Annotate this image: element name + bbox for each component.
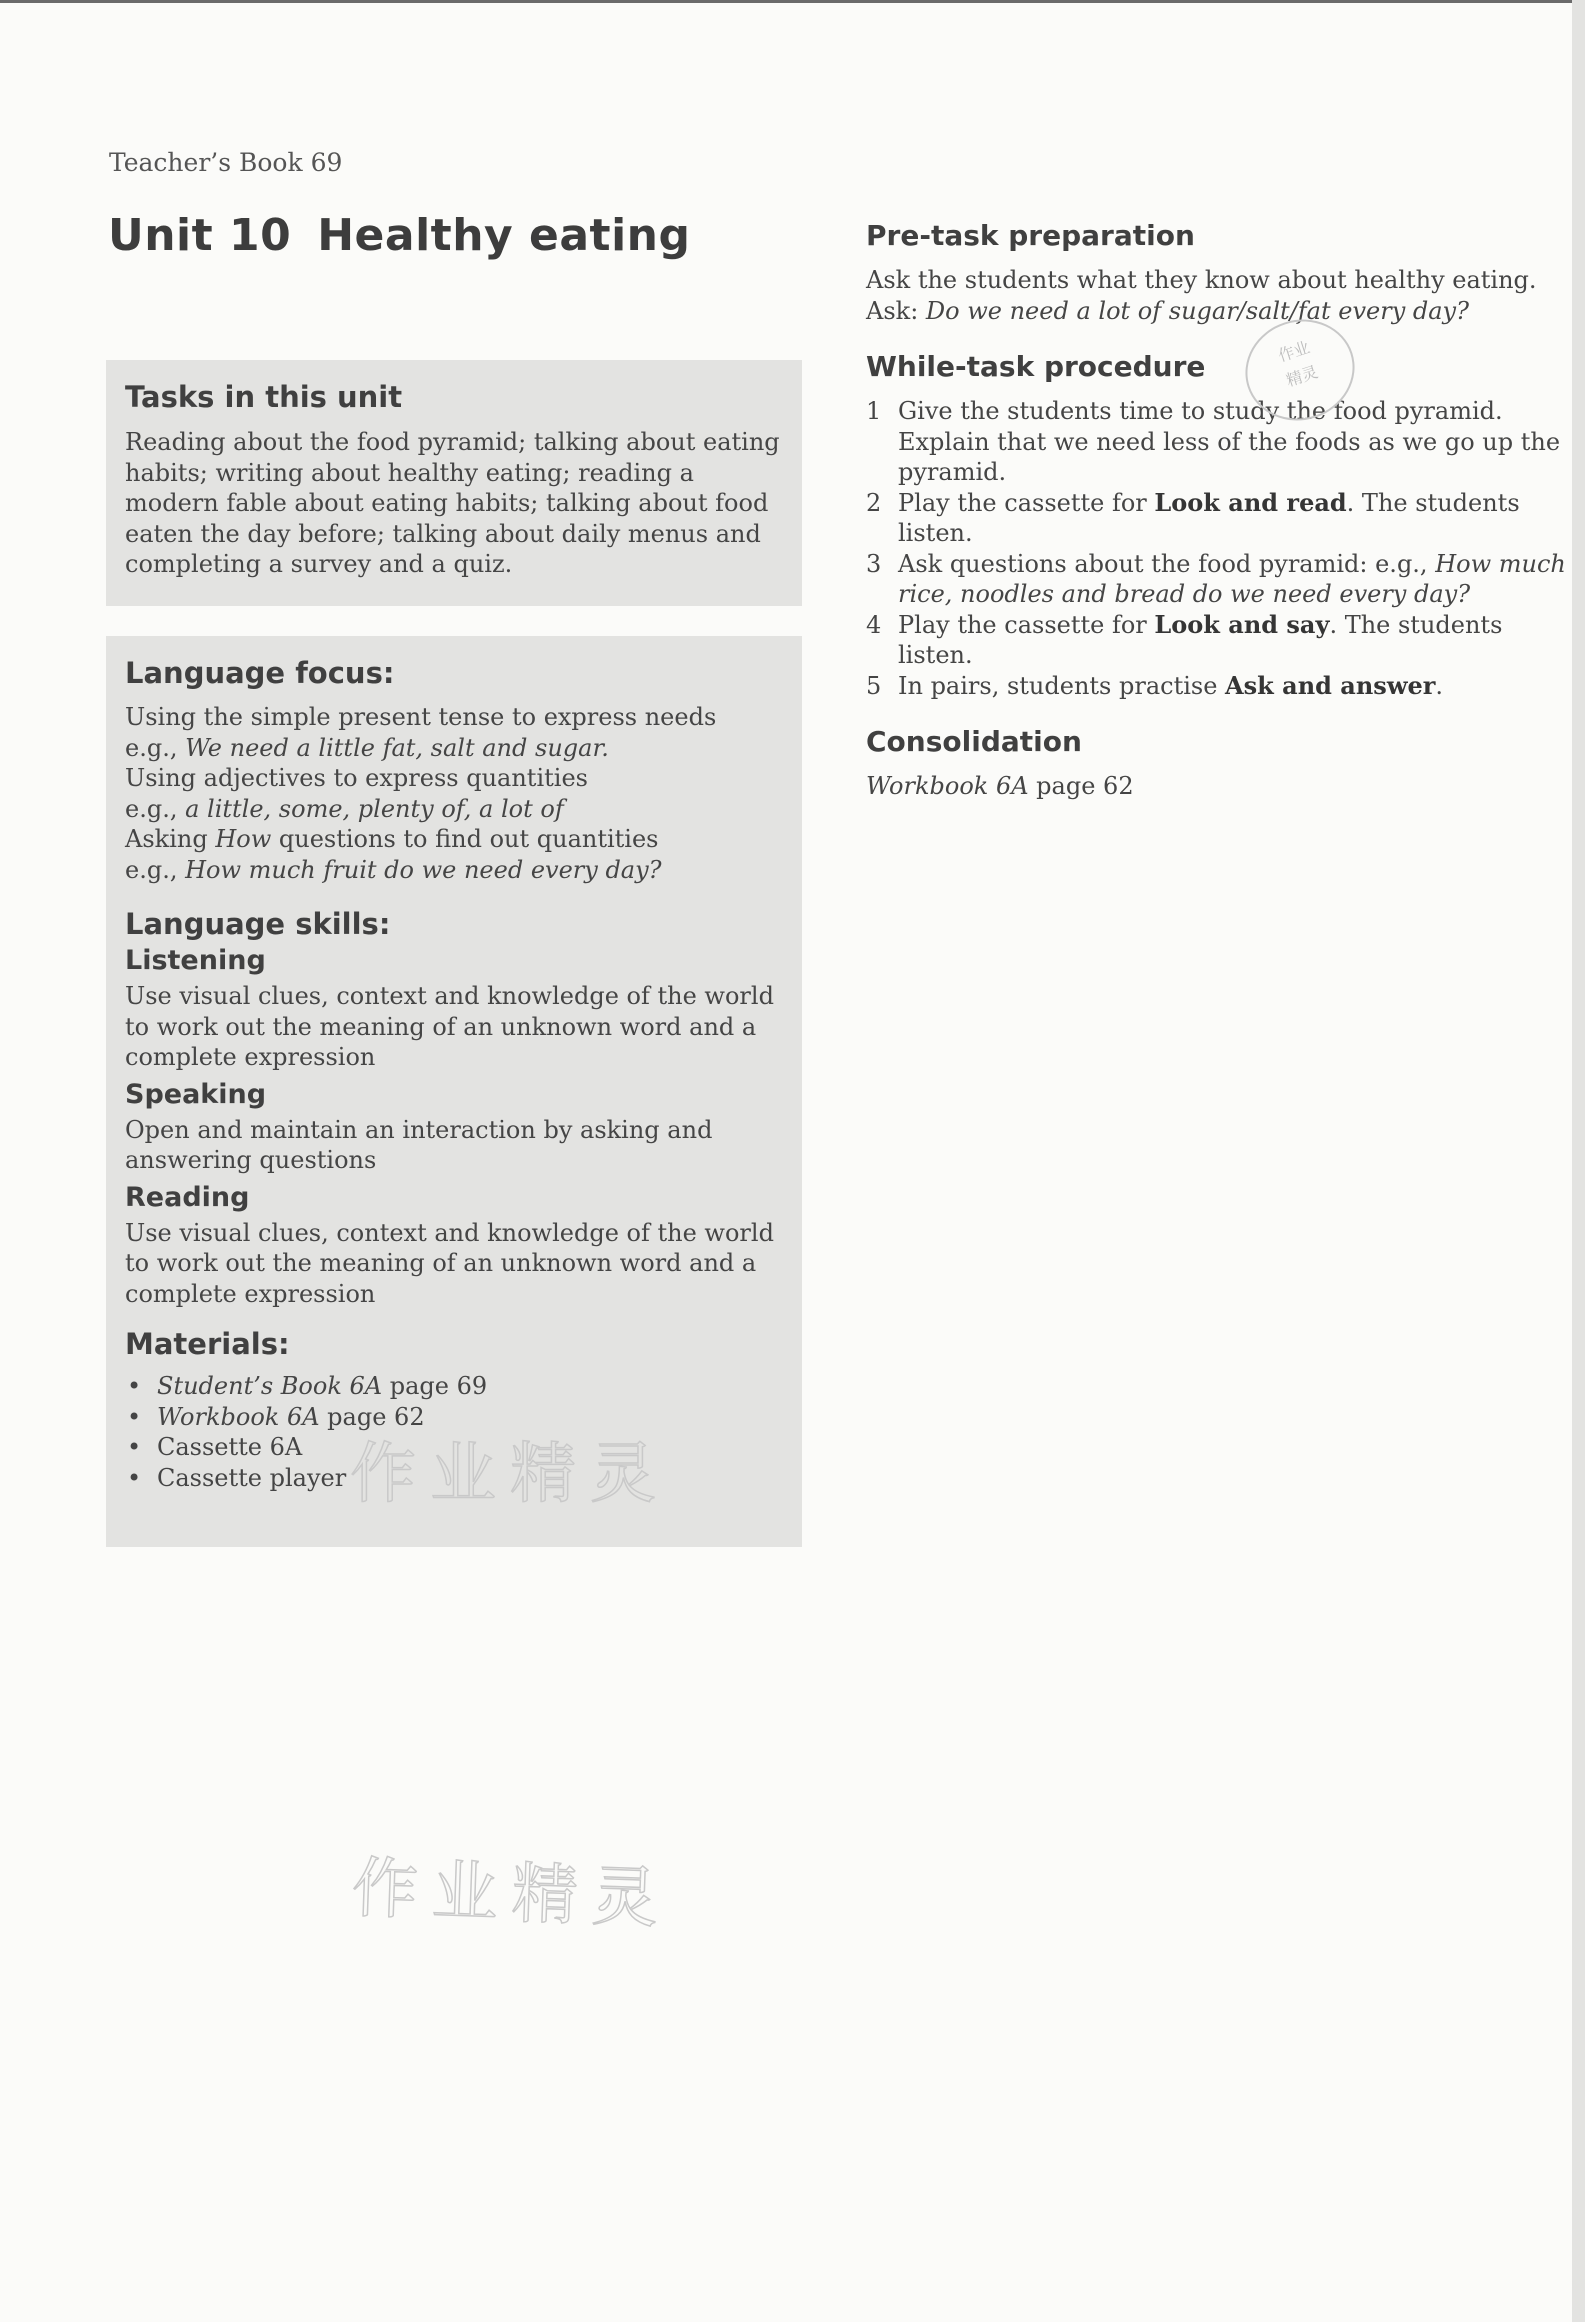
unit-title [108, 210, 690, 261]
page-edge-shadow [1572, 0, 1585, 2322]
tasks-heading: Tasks in this unit [125, 380, 403, 414]
tasks-text: Reading about the food pyramid; talking about eating habits; writing about healthy eating; reading a modern fable about eating habits; talking about food eaten the day before; talking about daily menus and completing a survey and a quiz. [125, 428, 780, 578]
focus-line: e.g., How much fruit do we need every day? [125, 855, 662, 884]
focus-line: Using the simple present tense to express needs [125, 703, 717, 731]
watermark-text: 作业精灵 [350, 1849, 674, 1938]
speaking-text: Open and maintain an interaction by asking and answering questions [125, 1115, 713, 1174]
list-item: • Workbook 6A page 62 [127, 1402, 425, 1431]
language-panel [106, 636, 802, 1547]
speaking-heading: Speaking [125, 1078, 267, 1110]
tasks-panel [106, 360, 802, 606]
consolidation-heading: Consolidation [866, 725, 1082, 758]
running-head: Teacher’s Book 69 [109, 148, 343, 177]
while-task-steps [866, 396, 1566, 701]
consolidation-section [866, 723, 1566, 802]
pre-task-section [866, 217, 1566, 326]
unit-name: Healthy eating [317, 210, 691, 261]
watermark-stamp: 作业 精灵 [1232, 305, 1368, 434]
list-item: 2 Play the cassette for Look and read. The students listen. [866, 487, 1520, 547]
listening-text: Use visual clues, context and knowledge of the world to work out the meaning of an unknown word and a complete expression [125, 982, 774, 1071]
list-item: • Cassette 6A [127, 1433, 303, 1461]
list-item: 3 Ask questions about the food pyramid: e.g., How much rice, noodles and bread do we need every day? [866, 549, 1566, 608]
language-focus-heading: Language focus: [125, 656, 395, 690]
while-task-section [866, 348, 1566, 701]
listening-heading: Listening [125, 945, 266, 976]
pre-task-text: Ask the students what they know about healthy eating. Ask: Do we need a lot of sugar/salt/fat every day? [866, 266, 1537, 325]
focus-line: Asking How questions to find out quantities [125, 825, 659, 853]
reading-heading: Reading [125, 1181, 250, 1213]
pre-task-heading: Pre-task preparation [866, 219, 1195, 252]
list-item: 1 Give the students time to study the food pyramid. Explain that we need less of the foods as we go up the pyramid. [866, 397, 1561, 486]
list-item: 5 In pairs, students practise Ask and answer. [866, 670, 1444, 700]
materials-heading: Materials: [125, 1327, 290, 1361]
focus-line: Using adjectives to express quantities [125, 764, 588, 792]
consolidation-text: Workbook 6A page 62 [866, 772, 1134, 800]
language-focus-lines [125, 702, 802, 885]
procedure-column [866, 217, 1566, 824]
top-border [0, 0, 1585, 3]
watermark-text: 作业精灵 [350, 1435, 670, 1512]
while-task-heading: While-task procedure [866, 350, 1206, 383]
list-item: • Cassette player [127, 1463, 347, 1492]
focus-line: e.g., We need a little fat, salt and sugar. [125, 733, 609, 762]
list-item: 4 Play the cassette for Look and say. The students listen. [866, 609, 1503, 669]
focus-line: e.g., a little, some, plenty of, a lot of [125, 794, 564, 823]
list-item: • Student’s Book 6A page 69 [127, 1372, 488, 1400]
reading-text: Use visual clues, context and knowledge of the world to work out the meaning of an unknown word and a complete expression [125, 1218, 774, 1308]
language-skills-heading: Language skills: [125, 907, 391, 941]
unit-number: Unit 10 [108, 210, 292, 261]
